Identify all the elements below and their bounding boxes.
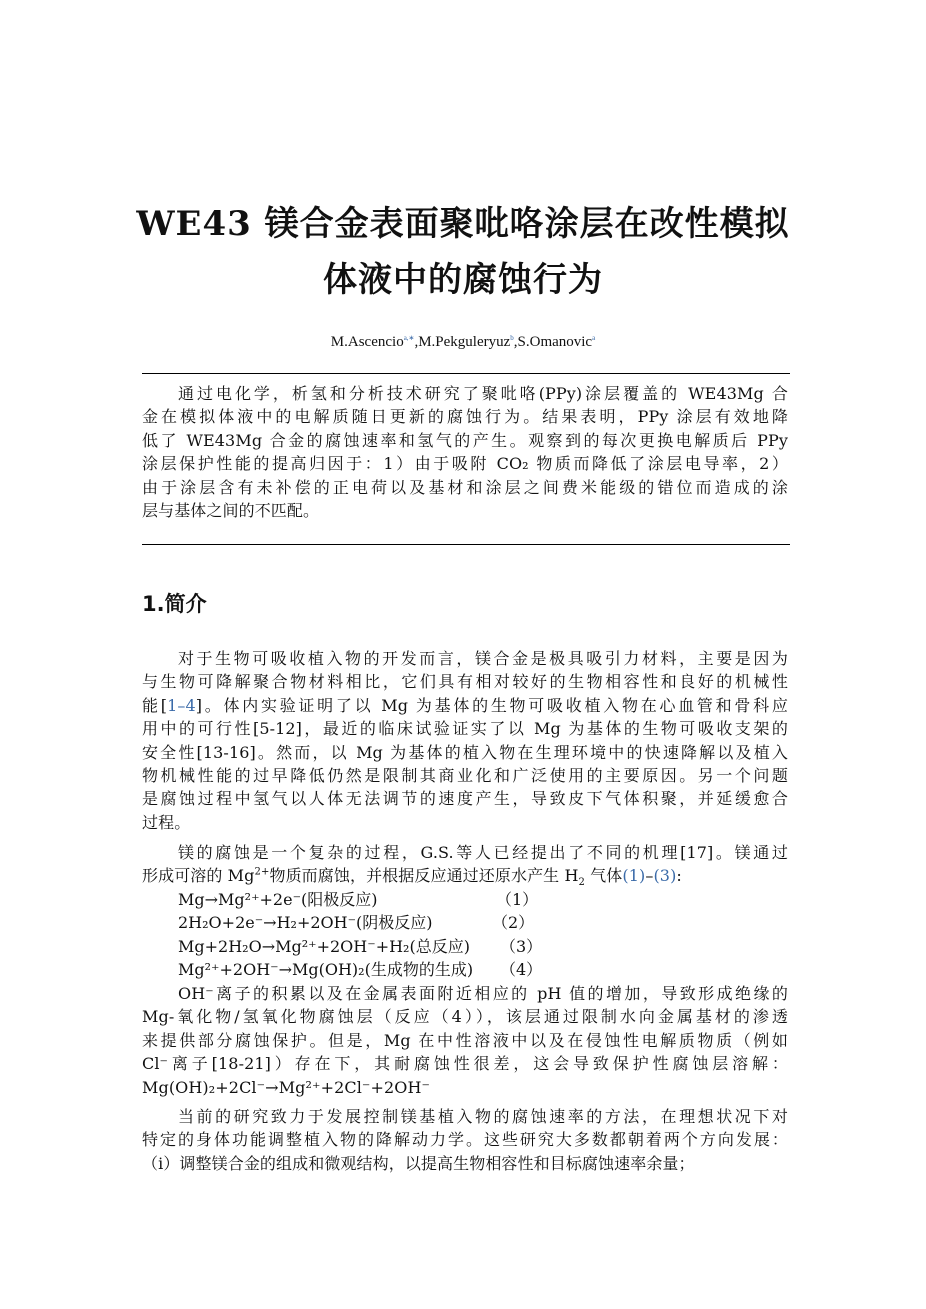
equation-text: Mg→Mg²⁺+2e⁻(阳极反应) — [178, 890, 378, 909]
equation-3 — [178, 935, 543, 958]
paragraph-line: 物机械性能的过早降低仍然是限制其商业化和广泛使用的主要原因。另一个问题 — [142, 766, 788, 786]
paragraph-line: Mg-氧化物/氢氧化物腐蚀层（反应（4）），该层通过限制水向金属基材的渗透 — [142, 1007, 788, 1027]
abstract-line: 涂层保护性能的提高归因于：1）由于吸附 CO₂ 物质而降低了涂层电导率，2） — [142, 454, 788, 474]
author-affil-a3[interactable]: a — [592, 334, 596, 342]
abstract-line: 通过电化学，析氢和分析技术研究了聚吡咯(PPy)涂层覆盖的 WE43Mg 合 — [178, 384, 788, 403]
equation-4 — [178, 958, 543, 981]
abstract-bottom-rule — [142, 544, 790, 545]
equation-number: （1） — [496, 890, 539, 909]
title-line-1: WE43 镁合金表面聚吡咯涂层在改性模拟 — [136, 204, 790, 244]
paragraph-line: 安全性[13-16]。然而，以 Mg 为基体的植入物在生理环境中的快速降解以及植入 — [142, 742, 788, 762]
equation-text: 2H₂O+2e⁻→H₂+2OH⁻(阴极反应) — [178, 913, 433, 932]
equation-number: （2） — [492, 913, 535, 932]
line-text: 形成可溶的 Mg — [142, 866, 255, 886]
line-text: 能[ — [142, 695, 168, 715]
author-affil-a1[interactable]: a,∗ — [403, 334, 415, 342]
authors — [0, 334, 926, 351]
subscript: 2 — [578, 877, 585, 889]
paragraph-line: 当前的研究致力于发展控制镁基植入物的腐蚀速率的方法，在理想状况下对 — [178, 1107, 788, 1126]
abstract-line: 低了 WE43Mg 合金的腐蚀速率和氢气的产生。观察到的每次更换电解质后 PPy — [142, 430, 788, 450]
paragraph-line — [142, 864, 788, 887]
paragraph-line: 来提供部分腐蚀保护。但是，Mg 在中性溶液中以及在侵蚀性电解质物质（例如 — [142, 1030, 788, 1050]
paragraph-line: 过程。 — [142, 812, 191, 832]
intro-paragraph-1 — [142, 647, 788, 834]
abstract — [142, 382, 788, 522]
author-pekguleryuz: M.Pekguleryuz — [418, 334, 511, 350]
line-text: 气体 — [584, 866, 623, 886]
paragraph-line: 对于生物可吸收植入物的开发而言，镁合金是极具吸引力材料，主要是因为 — [178, 649, 788, 668]
line-text: ]。体内实验证明了以 Mg 为基体的生物可吸收植入物在心血管和骨科应 — [195, 695, 788, 715]
equation-number: （3） — [500, 937, 543, 956]
citation-link-1-4[interactable]: 1–4 — [167, 695, 196, 715]
abstract-top-rule — [142, 373, 790, 374]
superscript: 2+ — [254, 867, 270, 879]
paragraph-line: （i）调整镁合金的组成和微观结构，以提高生物相容性和目标腐蚀速率余量； — [142, 1153, 695, 1173]
equation-number: （4） — [500, 960, 543, 979]
paragraph-line: 与生物可降解聚合物材料相比，它们具有相对较好的生物相容性和良好的机械性 — [142, 672, 788, 692]
equation-1 — [178, 888, 539, 911]
paragraph-line: OH⁻离子的积累以及在金属表面附近相应的 pH 值的增加，导致形成绝缘的 — [178, 984, 788, 1003]
author-separator: , — [414, 334, 419, 350]
equation-2 — [178, 911, 535, 934]
author-separator: , — [513, 334, 518, 350]
paragraph-line: 是腐蚀过程中氢气以人体无法调节的速度产生，导致皮下气体积聚，并延缓愈合 — [142, 789, 788, 809]
equation-text: Mg²⁺+2OH⁻→Mg(OH)₂(生成物的生成) — [178, 960, 474, 979]
intro-paragraph-3 — [142, 982, 788, 1099]
abstract-line: 层与基体之间的不匹配。 — [142, 501, 320, 521]
section-heading-intro: 1.简介 — [142, 592, 207, 616]
author-affil-b[interactable]: b — [510, 334, 514, 342]
paragraph-line: 特定的身体功能调整植入物的降解动力学。这些研究大多数都朝着两个方向发展： — [142, 1130, 788, 1150]
intro-paragraph-4 — [142, 1105, 788, 1175]
intro-paragraph-2 — [142, 841, 788, 888]
paragraph-line — [142, 694, 788, 717]
line-text: 物质而腐蚀，并根据反应通过还原水产生 H — [269, 866, 579, 886]
title-line-2: 体液中的腐蚀行为 — [323, 260, 603, 300]
equation-link-1[interactable]: (1) — [622, 866, 646, 886]
paragraph-line: Cl⁻离子[18-21]）存在下，其耐腐蚀性很差，这会导致保护性腐蚀层溶解： — [142, 1054, 788, 1074]
line-text: : — [676, 866, 682, 886]
equation-text: Mg+2H₂O→Mg²⁺+2OH⁻+H₂(总反应) — [178, 937, 470, 956]
author-ascencio: M.Ascencio — [330, 334, 404, 350]
paragraph-line: Mg(OH)₂+2Cl⁻→Mg²⁺+2Cl⁻+2OH⁻ — [142, 1077, 431, 1097]
equation-link-3[interactable]: (3) — [653, 866, 677, 886]
paragraph-line: 镁的腐蚀是一个复杂的过程，G.S.等人已经提出了不同的机理[17]。镁通过 — [178, 843, 788, 862]
paragraph-line: 用中的可行性[5-12]，最近的临床试验证实了以 Mg 为基体的生物可吸收支架的 — [142, 719, 788, 739]
author-omanovic: S.Omanovic — [517, 334, 593, 350]
abstract-line: 由于涂层含有未补偿的正电荷以及基材和涂层之间费米能级的错位而造成的涂 — [142, 477, 788, 497]
line-text: – — [645, 866, 654, 886]
abstract-line: 金在模拟体液中的电解质随日更新的腐蚀行为。结果表明，PPy 涂层有效地降 — [142, 407, 788, 427]
